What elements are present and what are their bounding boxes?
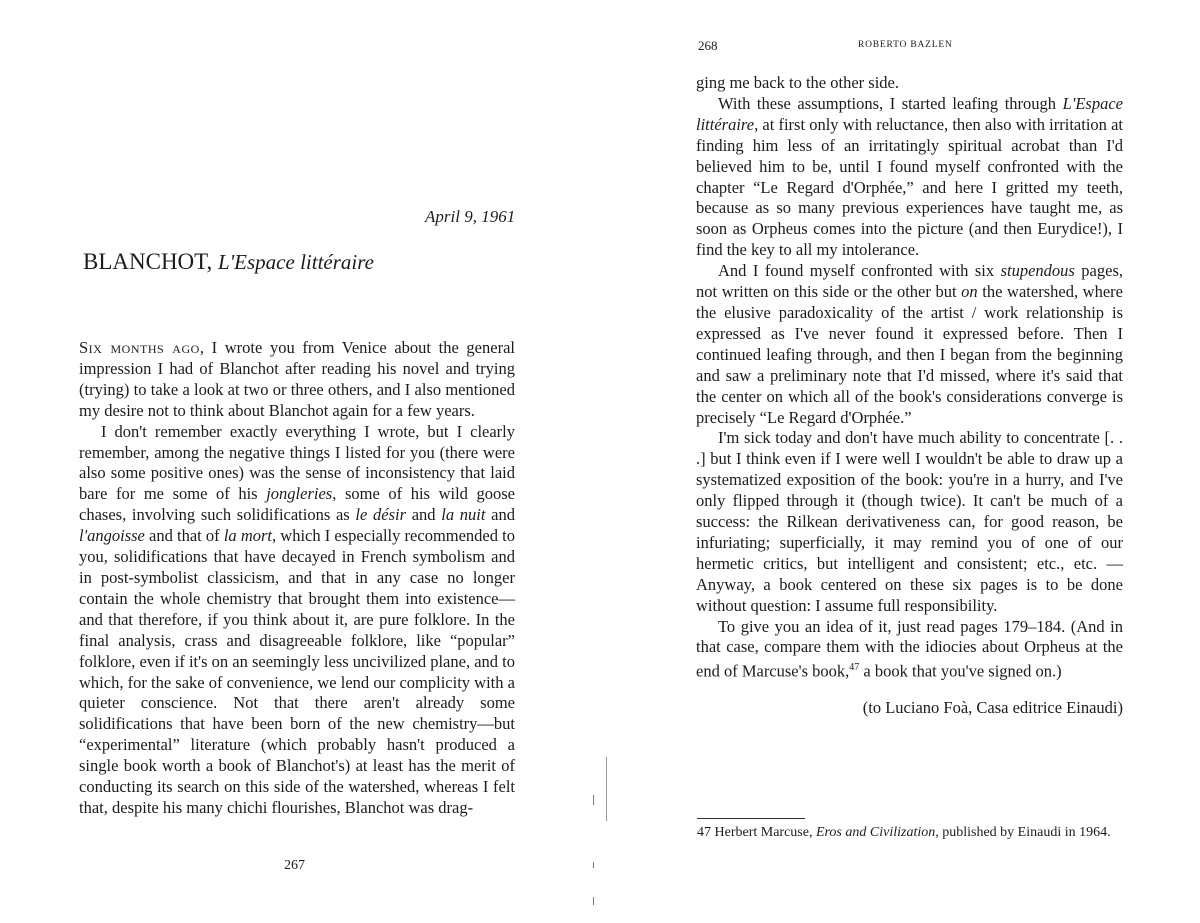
text-run: 47 Herbert Marcuse,: [697, 825, 816, 840]
footnote-rule: [697, 818, 805, 819]
paragraph: [696, 94, 1123, 261]
text-run: , published by Einaudi in 1964.: [935, 825, 1111, 840]
text-run: ging me back to the other side.: [696, 73, 899, 92]
letter-date: April 9, 1961: [425, 207, 516, 226]
page-number-right: 268: [698, 38, 718, 53]
text-run: on: [961, 282, 978, 302]
gutter-mark: [593, 862, 594, 868]
text-run: le désir: [355, 505, 407, 525]
paragraph: [79, 338, 515, 422]
text-run: I don't remember exactly everything I wrote, but I clearly remember, among the negative things I listed for you (there were also some positive ones) was the sense of inconsistency that laid bare for me some of his: [79, 421, 515, 504]
text-run: Six months ago: [79, 338, 200, 357]
gutter-mark: [593, 795, 594, 805]
paragraph: [696, 261, 1123, 428]
text-run: l'angoisse: [79, 526, 145, 546]
running-head-author: ROBERTO BAZLEN: [858, 40, 953, 50]
paragraph: [696, 73, 1123, 94]
text-run: I'm sick today and don't have much ability to concentrate [. . .] but I think even if I were well I wouldn't be able to draw up a systematized exposition of the book: you're in a hurry, and I've only flipped through it (though twice). It can't be much of a success: the Rilkean derivativeness can, for good reason, be infuriating; superficially, it may remind you of one of our hermetic critics, but intelligent and consistent; etc., etc. —Anyway, a book centered on these six pages is to be done without question: I assume full responsibility.: [696, 428, 1123, 615]
paragraph: [79, 422, 515, 819]
left-body-text: [79, 338, 515, 819]
chapter-title-author: BLANCHOT,: [83, 249, 219, 274]
paragraph: [696, 617, 1123, 683]
text-run: , at first only with reluctance, then also with irritation at finding him less of an irritatingly spiritual acrobat than I'd believed him to be, until I found myself confronted with the chapter “Le Regard d'Orphée,” and here I gritted my teeth, because as so many previous experiences have taught me, as soon as Orpheus comes into the picture (and then Eurydice!), I find the key to all my intolerance.: [696, 114, 1123, 260]
text-run: pages, not written on this side or the other but: [696, 261, 1123, 302]
footnote: [697, 823, 1122, 842]
text-run: stupendous: [1000, 261, 1075, 281]
gutter-mark: [593, 897, 594, 905]
right-body-text: [696, 73, 1123, 719]
text-run: With these assumptions, I started leafing through: [718, 93, 1063, 113]
letter-recipient: (to Luciano Foà, Casa editrice Einaudi): [862, 697, 1123, 717]
text-run: a book that you've signed on.): [859, 661, 1062, 681]
page-number-left: 267: [284, 858, 305, 873]
text-run: , some of his wild goose chases, involving such solidifications as: [79, 484, 515, 525]
text-run: the watershed, where the elusive paradoxicality of the artist / work relationship is expressed as I've never found it expressed before. Then I continued leafing through, and then I began from the beginning and saw a preliminary note that I'd missed, where it's said that the center on which all of the book's considerations converge is precisely “Le Regard d'Orphée.”: [696, 282, 1123, 427]
text-run: la mort: [223, 526, 272, 546]
text-run: and that of: [144, 526, 224, 546]
text-run: L'Espace littéraire: [696, 93, 1123, 134]
text-run: , I wrote you from Venice about the general impression I had of Blanchot after reading his novel and trying (trying) to take a look at two or three others, and I also mentioned my desire not to think about Blanchot again for a few years.: [79, 338, 515, 420]
text-run: , which I especially recommended to you, solidifications that have decayed in French symbolism and in post-symbolist classicism, and that in any case no longer contain the whole chemistry that brought them into existence— and that therefore, if you think about it, are pure folklore. In the final analysis, crass and disagreeable folklore, like “popular” folklore, even if it's on an seemingly less uncivilized plane, and to which, for the sake of convenience, we lend our complicity with a quieter conscience. Not that there aren't already some solidifications that have been born of the new chemistry—but “experimental” literature (which probably hasn't produced a single book worth a book of Blanchot's) at least has the merit of conducting its search on this side of the watershed, whereas I felt that, despite his many chichi flourishes, Blanchot was drag-: [79, 526, 515, 817]
text-run: Eros and Civilization: [815, 825, 936, 840]
right-page: [602, 0, 1200, 923]
text-run: and: [485, 505, 515, 525]
text-run: To give you an idea of it, just read pages 179–184. (And in that case, compare them with the idiocies about Orpheus at the end of Marcuse's book,: [696, 616, 1123, 681]
left-page: [0, 0, 598, 923]
text-run: jongleries: [266, 484, 333, 504]
text-run: and: [406, 505, 442, 525]
chapter-title: [83, 249, 374, 275]
text-run: 47: [849, 662, 860, 674]
chapter-title-work: L'Espace littéraire: [218, 250, 374, 274]
text-run: And I found myself confronted with six: [718, 261, 1001, 281]
text-run: la nuit: [441, 505, 486, 525]
paragraph: [696, 428, 1123, 616]
